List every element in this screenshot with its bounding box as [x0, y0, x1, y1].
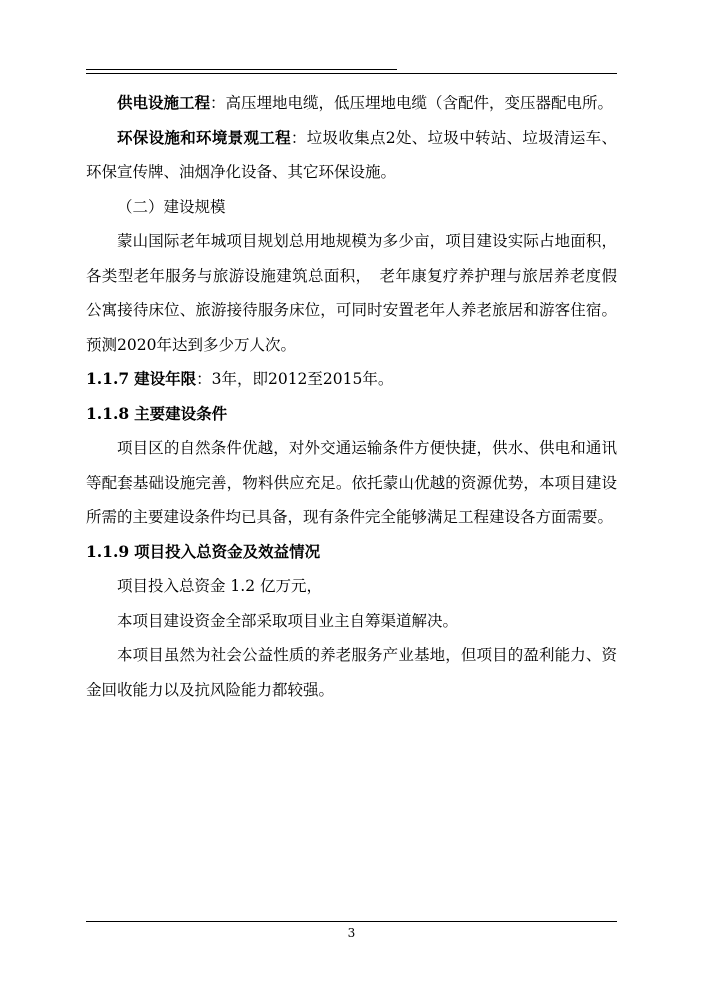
page-number: 3	[347, 926, 356, 940]
header-rule-thin	[86, 69, 397, 70]
heading-1-1-8	[86, 397, 617, 432]
paragraph-environment	[86, 121, 617, 190]
paragraph-investment: 项目投入总资金 1.2 亿万元，	[117, 577, 323, 595]
paragraph-benefits: 本项目虽然为社会公益性质的养老服务产业基地，但项目的盈利能力、资金回收能力以及抗风险能力都较强。	[86, 646, 617, 699]
paragraph-funding: 本项目建设资金全部采取项目业主自筹渠道解决。	[117, 611, 459, 630]
heading-1-1-7	[86, 362, 617, 397]
power-supply-text: ：高压埋地电缆，低压埋地电缆（含配件，变压器配电所。	[210, 94, 614, 112]
heading-1-1-8-number: 1.1.8	[86, 403, 130, 423]
heading-1-1-9	[86, 535, 617, 570]
paragraph-power-supply	[86, 86, 617, 121]
footer-rule	[86, 921, 617, 922]
paragraph-scale: 蒙山国际老年城项目规划总用地规模为多少亩，项目建设实际占地面积，各类型老年服务与旅游设施建筑总面积， 老年康复疗养护理与旅居养老度假公寓接待床位、旅游接待服务床位，可同时安置老年人养老旅居和游客住宿。预测2020年达到多少万人次。	[86, 232, 617, 354]
paragraph-conditions: 项目区的自然条件优越，对外交通运输条件方便快捷，供水、供电和通讯等配套基础设施完善，物料供应充足。依托蒙山优越的资源优势，本项目建设所需的主要建设条件均已具备，现有条件完全能够满足工程建设各方面需要。	[86, 439, 617, 526]
environment-label: 环保设施和环境景观工程	[117, 127, 291, 147]
heading-1-1-9-number: 1.1.9	[86, 541, 130, 561]
heading-1-1-7-label: 建设年限	[134, 369, 197, 388]
subheading-construction-scale: （二）建设规模	[117, 197, 226, 216]
document-body	[86, 86, 617, 707]
heading-1-1-9-title: 项目投入总资金及效益情况	[134, 541, 321, 561]
header-rule	[86, 73, 617, 74]
heading-1-1-7-number: 1.1.7	[86, 369, 130, 388]
heading-1-1-7-text: ：3年，即2012至2015年。	[196, 370, 394, 388]
heading-1-1-8-title: 主要建设条件	[134, 403, 228, 423]
environment-text: ：垃圾收集点2处、垃圾中转站、垃圾清运车、环保宣传牌、油烟净化设备、其它环保设施。	[86, 128, 617, 181]
power-supply-label: 供电设施工程	[117, 93, 211, 112]
